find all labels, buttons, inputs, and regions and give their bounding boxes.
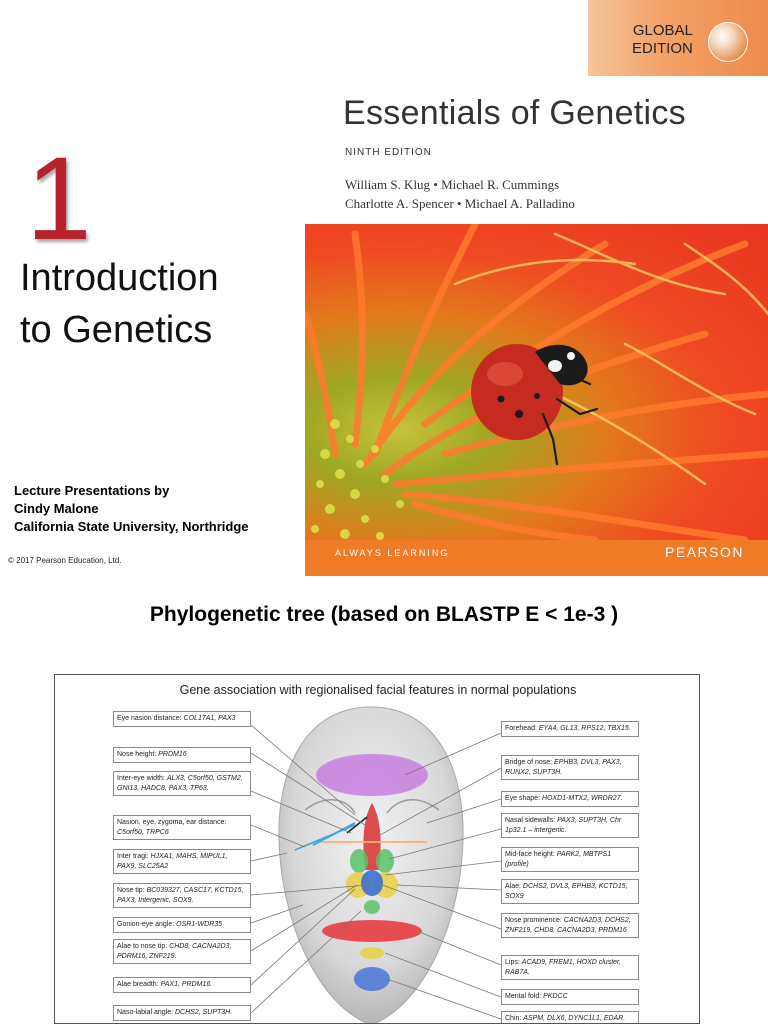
gene-label-mental-fold: Mental fold: PKDCC: [501, 989, 639, 1005]
facial-genes-figure: [54, 674, 700, 1024]
authors-line1: William S. Klug • Michael R. Cummings: [345, 177, 560, 192]
publisher-logo: PEARSON: [665, 544, 744, 560]
gene-label-eye-shape: Eye shape: HOXD1-MTX2, WRDR27.: [501, 791, 639, 807]
copyright-notice: © 2017 Pearson Education, Ltd.: [8, 556, 122, 565]
authors-line2: Charlotte A. Spencer • Michael A. Palladino: [345, 196, 575, 211]
always-learning-tagline: ALWAYS LEARNING: [335, 548, 450, 558]
book-cover: [305, 0, 768, 576]
figure-title: Gene association with regionalised facial features in normal populations: [179, 683, 577, 697]
ladybug-flower-illustration: [305, 224, 768, 540]
chapter-title-line2: to Genetics: [20, 309, 213, 351]
gene-label-gonion-eye: Gonion-eye angle: OSR1-WDR35: [113, 917, 251, 933]
presenter-credit: [14, 482, 249, 536]
lips-region: [322, 920, 422, 942]
chin-region: [354, 967, 390, 991]
forehead-region: [316, 754, 428, 796]
nasal-sidewall-left: [350, 849, 368, 873]
gene-label-nasal-sidewalls: Nasal sidewalls: PAX3, SUPT3H, Chr 1p32.1 – intergenic.: [501, 813, 639, 838]
badge-line2: EDITION: [632, 40, 693, 57]
gene-label-bridge-of-nose: Bridge of nose: EPHB3, DVL3, PAX3, RUNX2, SUPT3H.: [501, 755, 639, 780]
gene-label-nose-tip: Nose tip: BC039327, CASC17, KCTD15, PAX3, Intergenic, SOX9.: [113, 883, 251, 908]
gene-label-nose-prominence: Nose prominence: CACNA2D3, DCHS2, ZNF219, CHD8, CACNA2D3, PRDM16: [501, 913, 639, 938]
presenter-line2: Cindy Malone: [14, 501, 99, 516]
book-title: Essentials of Genetics: [343, 94, 686, 132]
book-authors: [345, 175, 575, 213]
ladybug-flower-photo: [305, 224, 768, 540]
gene-label-inter-eye-width: Inter-eye width: ALX3, C5orf50, GSTM2, GNI13, HADC8, PAX3, TP63.: [113, 771, 251, 796]
gene-label-lips: Lips: ACAD9, FREM1, HOXD cluster, RAB7A.: [501, 955, 639, 980]
presenter-line3: California State University, Northridge: [14, 519, 249, 534]
chapter-title: [20, 252, 219, 356]
nose-tip-region: [361, 870, 383, 896]
global-edition-text: [632, 22, 693, 58]
book-edition: NINTH EDITION: [345, 147, 432, 158]
gene-label-chin: Chin: ASPM, DLX6, DYNC1L1, EDAR.: [501, 1011, 639, 1024]
chapter-title-line1: Introduction: [20, 257, 219, 299]
gene-label-alae-breadth: Alae breadth: PAX1, PRDM16.: [113, 977, 251, 993]
gene-label-eye-nasion: Eye nasion distance: COL17A1, PAX3: [113, 711, 251, 727]
presenter-line1: Lecture Presentations by: [14, 483, 170, 498]
chapter-number: 1: [26, 133, 92, 265]
gene-label-naso-labial: Naso-labial angle: DCHS2, SUPT3H.: [113, 1005, 251, 1021]
gene-label-mid-face-height: Mid-face height: PARK2, MBTPS1 (profile): [501, 847, 639, 872]
gene-label-nasion-eye-zygoma: Nasion, eye, zygoma, ear distance: C5orf50, TRPC6: [113, 815, 251, 840]
subnasal-region: [364, 900, 380, 914]
badge-line1: GLOBAL: [632, 22, 693, 39]
global-edition-badge: [588, 0, 768, 76]
phylogenetic-tree-heading: Phylogenetic tree (based on BLASTP E < 1e-3 ): [149, 603, 619, 626]
gene-label-alae-nose-tip: Alae to nose tip: CHD8, CACNA2D3, PDRM16, ZNF219.: [113, 939, 251, 964]
gene-label-inter-tragi: Inter tragi: HJXA1, MAHS, MIPUL1, PAX9, SLC25A2: [113, 849, 251, 874]
gene-label-nose-height: Nose height: PRDM16: [113, 747, 251, 763]
nasal-sidewall-right: [376, 849, 394, 873]
globe-icon: [708, 22, 748, 62]
gene-label-alae: Alae: DCHS2, DVL3, EPHB3, KCTD15, SOX9: [501, 879, 639, 904]
mental-fold-region: [360, 947, 384, 959]
gene-label-forehead: Forehead: EYA4, GL13, RPS12, TBX15.: [501, 721, 639, 737]
